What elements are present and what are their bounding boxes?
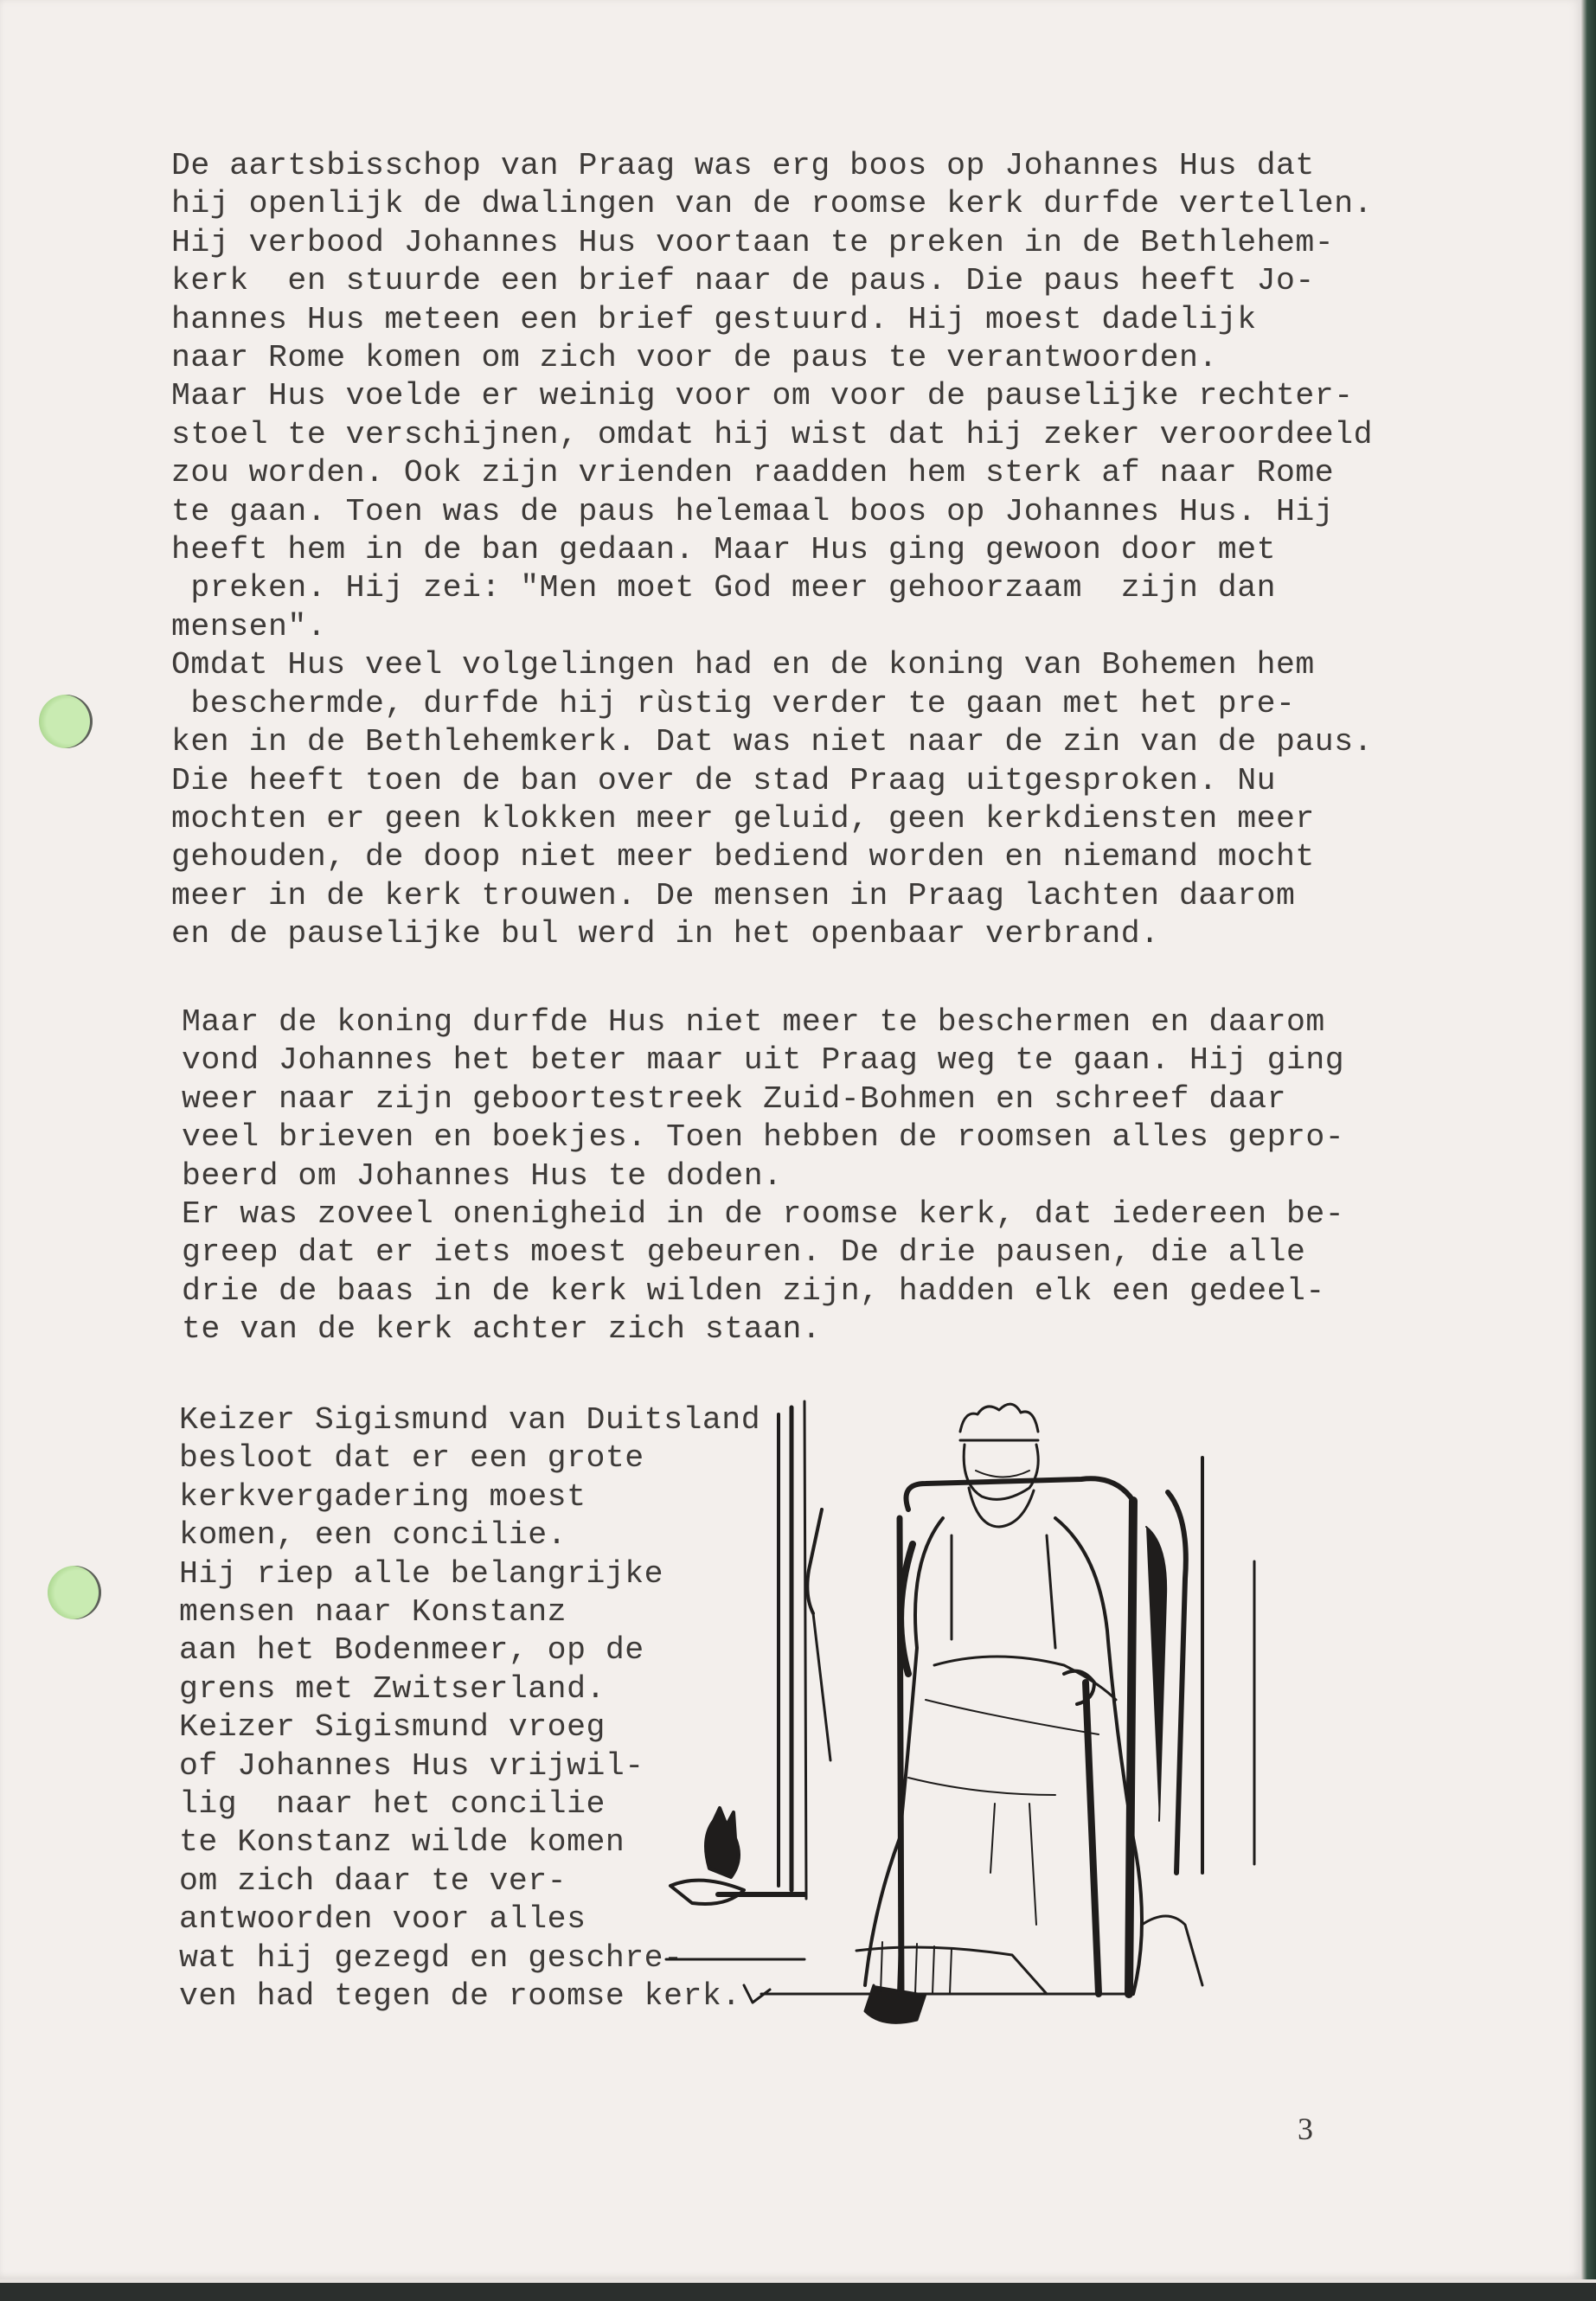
binder-bottom-edge — [0, 2279, 1596, 2301]
paragraph-king: Maar de koning durfde Hus niet meer te beschermen en daarom vond Johannes het beter maar uit Praag weg te gaan. Hij ging weer naar zijn geboortestreek Zuid-Bohmen en schreef daar veel brieven en boekjes. Toen hebben de roomsen alles gepro- beerd om Johannes Hus te doden. Er was zoveel onenigheid in de roomse kerk, dat iedereen be- greep dat er iets moest gebeuren. De drie pausen, die alle drie de baas in de kerk wilden zijn, hadden elk een gedeel- te van de kerk achter zich staan. — [182, 1004, 1345, 1348]
punch-hole-top — [39, 695, 93, 748]
binder-edge — [1581, 0, 1596, 2284]
seated-emperor-drawing-icon — [649, 1388, 1285, 2037]
page-number: 3 — [1298, 2112, 1313, 2146]
paragraph-emperor: Keizer Sigismund van Duitsland besloot dat er een grote kerkvergadering moest komen, een concilie. Hij riep alle belangrijke mensen naar Konstanz aan het Bodenmeer, op de grens met Zwitserland. Keizer Sigismund vroeg of Johannes Hus vrijwil- lig naar het concilie te Konstanz wilde komen om zich daar te ver- antwoorden voor alles wat hij gezegd en geschre- ven had tegen de roomse kerk. — [179, 1402, 761, 2015]
punch-hole-bottom — [48, 1566, 101, 1619]
paragraph-archbishop: De aartsbisschop van Praag was erg boos op Johannes Hus dat hij openlijk de dwalingen van de roomse kerk durfde vertellen. Hij verbood Johannes Hus voortaan te preken in de Bethlehem- kerk en stuurde een brief naar de paus. Die paus heeft Jo- hannes Hus meteen een brief gestuurd. Hij moest dadelijk naar Rome komen om zich voor de paus te verantwoorden. Maar Hus voelde er weinig voor om voor de pauselijke rechter- stoel te verschijnen, omdat hij wist dat hij zeker veroordeeld zou worden. Ook zijn vrienden raadden hem sterk af naar Rome te gaan. Toen was de paus helemaal boos op Johannes Hus. Hij heeft hem in de ban gedaan. Maar Hus ging gewoon door met preken. Hij zei: "Men moet God meer gehoorzaam zijn dan mensen". Omdat Hus veel volgelingen had en de koning van Bohemen hem beschermde, durfde hij rùstig verder te gaan met het pre- ken in de Bethlehemkerk. Dat was niet naar de zin van de paus. Die heeft toen de ban over de stad Praag uitgesproken. Nu mochten er geen klokken meer geluid, geen kerkdiensten meer gehouden, de doop niet meer bediend worden en niemand mocht meer in de kerk trouwen. De mensen in Praag lachten daarom en de pauselijke bul werd in het openbaar verbrand. — [171, 148, 1374, 952]
